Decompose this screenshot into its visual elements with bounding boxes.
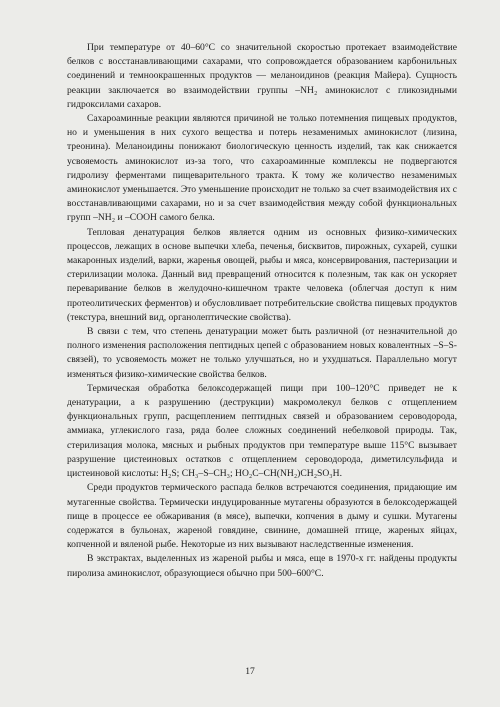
- paragraph-sugar-amine-reactions: Сахароаминные реакции являются причиной не только потемнения пищевых продуктов, но и уменьшения в них сухого вещества и потерь незаменимых аминокислот (лизина, треонина). Меланоидины понижают биологическую ценность изделий, так как снижается усвояемость аминокислот из-за того, что сахароаминные комплексы не подвергаются гидролизу ферментами пищеварительного тракта. К тому же количество незаменимых аминокислот уменьшается. Это уменьшение происходит не только за счет взаимодействия их с восстанавливающими сахарами, но и за счет взаимодействия между собой функциональных групп –NH₂ и –COOH самого белка.: [67, 113, 457, 224]
- body-text: [67, 41, 457, 581]
- page-number: 17: [245, 666, 255, 677]
- paragraph-mutagens: Среди продуктов термического распада белков встречаются соединения, придающие им мутагенные свойства. Термически индуцированные мутагены образуются в белоксодержащей пище в процессе ее обжаривания (в мясе), выпечки, копчения в дыму и сушки. Мутагены содержатся в бульонах, жареной говядине, свинине, домашней птице, жареных яйцах, копченной и вяленой рыбе. Некоторые из них вызывают наследственные изменения.: [67, 482, 457, 551]
- paragraph-pyrolysis-products: В экстрактах, выделенных из жареной рыбы и мяса, еще в 1970-х гг. найдены продукты пиролиза аминокислот, образующиеся обычно при 500–600°C.: [67, 553, 457, 579]
- paragraph-thermal-processing: Термическая обработка белоксодержащей пищи при 100–120°C приведет не к денатурации, а к разрушению (деструкции) макромолекул белков с отщеплением функциональных групп, расщеплением пептидных связей и образованием сероводорода, аммиака, углекислого газа, ряда более сложных соединений небелковой природы. Так, стерилизация молока, мясных и рыбных продуктов при температуре выше 115°C вызывает разрушение цистеиновых остатков с отщеплением сероводорода, диметилсульфида и цистеиновой кислоты: H₂S; CH₃–S–CH₃; HO₂C–CH(NH₂)CH₂SO₃H.: [67, 382, 457, 480]
- paragraph-thermal-denaturation: Тепловая денатурация белков является одним из основных физико-химических процессов, лежащих в основе выпечки хлеба, печенья, бисквитов, пирожных, сухарей, сушки макаронных изделий, варки, жаренья овощей, рыбы и мяса, консервирования, пастеризации и стерилизации молока. Данный вид превращений относится к полезным, так как он ускоряет переваривание белков в желудочно-кишечном тракте человека (облегчая доступ к ним протеолитических ферментов) и обусловливает потребительские свойства пищевых продуктов (текстура, внешний вид, органолептические свойства).: [67, 226, 457, 323]
- paragraph-denaturation-degree: В связи с тем, что степень денатурации может быть различной (от незначительной до полного изменения расположения пептидных цепей с образованием новых ковалентных –S–S-связей), то усвояемость может не только улучшаться, но и ухудшаться. Параллельно могут изменяться физико-химические свойства белков.: [67, 326, 457, 380]
- paragraph-maillard-reaction: При температуре от 40–60°C со значительной скоростью протекает взаимодействие белков с восстанавливающими сахарами, что сопровождается образованием карбонильных соединений и темноокрашенных продуктов — меланоидинов (реакция Майера). Сущность реакции заключается во взаимодействии группы –NH₂ аминокислот с гликозидными гидроксилами сахаров.: [67, 42, 457, 110]
